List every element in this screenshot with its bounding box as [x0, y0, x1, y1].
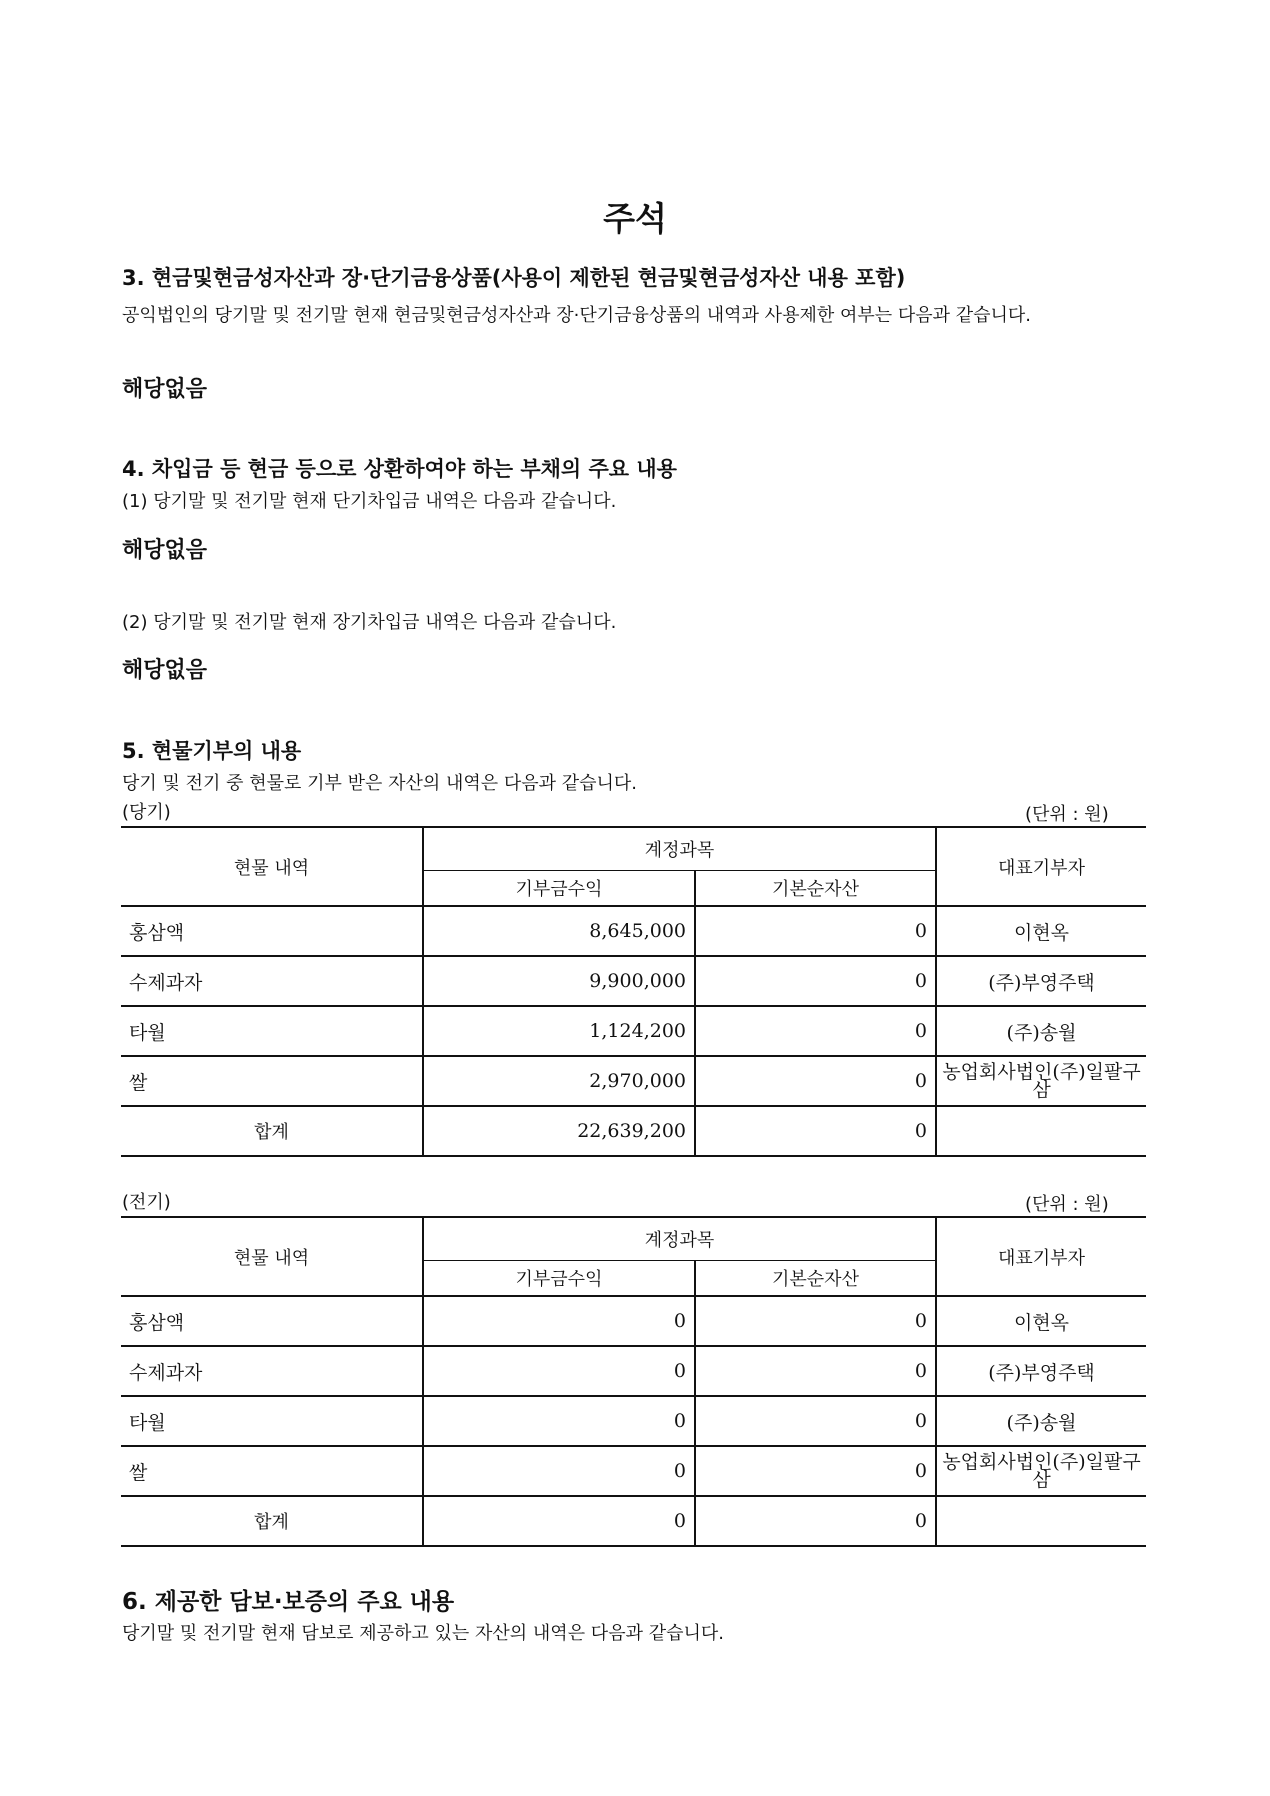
section4-sub1: (1) 당기말 및 전기말 현재 단기차입금 내역은 다음과 같습니다. [122, 491, 617, 512]
item-cell: 홍삼액 [121, 1296, 423, 1346]
previous-donation-table [121, 1216, 1146, 1547]
total-income: 22,639,200 [423, 1106, 695, 1156]
header-item: 현물 내역 [121, 1217, 423, 1296]
table-row [121, 1056, 1146, 1106]
donor-cell: 이현옥 [936, 906, 1146, 956]
donor-cell: (주)송월 [936, 1396, 1146, 1446]
donor-cell: (주)송월 [936, 1006, 1146, 1056]
page-title: 주석 [603, 199, 667, 238]
donor-cell: 농업회사법인(주)일팔구삼 [936, 1056, 1146, 1106]
header-donor: 대표기부자 [936, 827, 1146, 906]
header-donation-income: 기부금수익 [423, 1261, 695, 1297]
donor-cell: (주)부영주택 [936, 1346, 1146, 1396]
net-cell: 0 [695, 1346, 936, 1396]
total-net: 0 [695, 1106, 936, 1156]
total-net: 0 [695, 1496, 936, 1546]
income-cell: 1,124,200 [423, 1006, 695, 1056]
total-row [121, 1106, 1146, 1156]
previous-period-label: (전기) [122, 1192, 171, 1213]
header-basic-net-assets: 기본순자산 [695, 1261, 936, 1297]
total-income: 0 [423, 1496, 695, 1546]
income-cell: 0 [423, 1296, 695, 1346]
net-cell: 0 [695, 1396, 936, 1446]
donor-cell: 농업회사법인(주)일팔구삼 [936, 1446, 1146, 1496]
section4-none1: 해당없음 [122, 538, 208, 563]
table-row [121, 1346, 1146, 1396]
header-item: 현물 내역 [121, 827, 423, 906]
total-label: 합계 [121, 1106, 423, 1156]
header-basic-net-assets: 기본순자산 [695, 871, 936, 907]
net-cell: 0 [695, 1006, 936, 1056]
item-cell: 수제과자 [121, 956, 423, 1006]
table-row [121, 1006, 1146, 1056]
previous-unit-label: (단위 : 원) [1025, 1194, 1109, 1215]
table-row [121, 1396, 1146, 1446]
net-cell: 0 [695, 1446, 936, 1496]
item-cell: 쌀 [121, 1056, 423, 1106]
table-row [121, 1296, 1146, 1346]
current-period-label: (당기) [122, 802, 171, 823]
net-cell: 0 [695, 1056, 936, 1106]
income-cell: 2,970,000 [423, 1056, 695, 1106]
income-cell: 9,900,000 [423, 956, 695, 1006]
income-cell: 0 [423, 1396, 695, 1446]
section4-heading: 4. 차입금 등 현금 등으로 상환하여야 하는 부채의 주요 내용 [122, 457, 677, 481]
section5-heading: 5. 현물기부의 내용 [122, 739, 302, 763]
section3-text: 공익법인의 당기말 및 전기말 현재 현금및현금성자산과 장·단기금융상품의 내역과 사용제한 여부는 다음과 같습니다. [122, 305, 1032, 326]
item-cell: 타월 [121, 1396, 423, 1446]
section4-sub2: (2) 당기말 및 전기말 현재 장기차입금 내역은 다음과 같습니다. [122, 612, 617, 633]
total-label: 합계 [121, 1496, 423, 1546]
donor-cell: 이현옥 [936, 1296, 1146, 1346]
table-row [121, 956, 1146, 1006]
total-row [121, 1496, 1146, 1546]
header-donation-income: 기부금수익 [423, 871, 695, 907]
donor-cell: (주)부영주택 [936, 956, 1146, 1006]
item-cell: 홍삼액 [121, 906, 423, 956]
total-donor [936, 1106, 1146, 1156]
item-cell: 쌀 [121, 1446, 423, 1496]
current-donation-table [121, 826, 1146, 1157]
income-cell: 0 [423, 1446, 695, 1496]
header-account: 계정과목 [423, 827, 936, 871]
section4-none2: 해당없음 [122, 658, 208, 683]
header-account: 계정과목 [423, 1217, 936, 1261]
section5-text: 당기 및 전기 중 현물로 기부 받은 자산의 내역은 다음과 같습니다. [122, 773, 638, 794]
net-cell: 0 [695, 906, 936, 956]
table-row [121, 1446, 1146, 1496]
section6-heading: 6. 제공한 담보·보증의 주요 내용 [122, 1589, 455, 1615]
section6-text: 당기말 및 전기말 현재 담보로 제공하고 있는 자산의 내역은 다음과 같습니다. [122, 1623, 724, 1644]
total-donor [936, 1496, 1146, 1546]
net-cell: 0 [695, 1296, 936, 1346]
current-unit-label: (단위 : 원) [1025, 804, 1109, 825]
header-donor: 대표기부자 [936, 1217, 1146, 1296]
section3-none: 해당없음 [122, 377, 208, 402]
section3-heading: 3. 현금및현금성자산과 장·단기금융상품(사용이 제한된 현금및현금성자산 내용 포함) [122, 266, 906, 290]
item-cell: 수제과자 [121, 1346, 423, 1396]
income-cell: 0 [423, 1346, 695, 1396]
table-row [121, 906, 1146, 956]
income-cell: 8,645,000 [423, 906, 695, 956]
item-cell: 타월 [121, 1006, 423, 1056]
net-cell: 0 [695, 956, 936, 1006]
